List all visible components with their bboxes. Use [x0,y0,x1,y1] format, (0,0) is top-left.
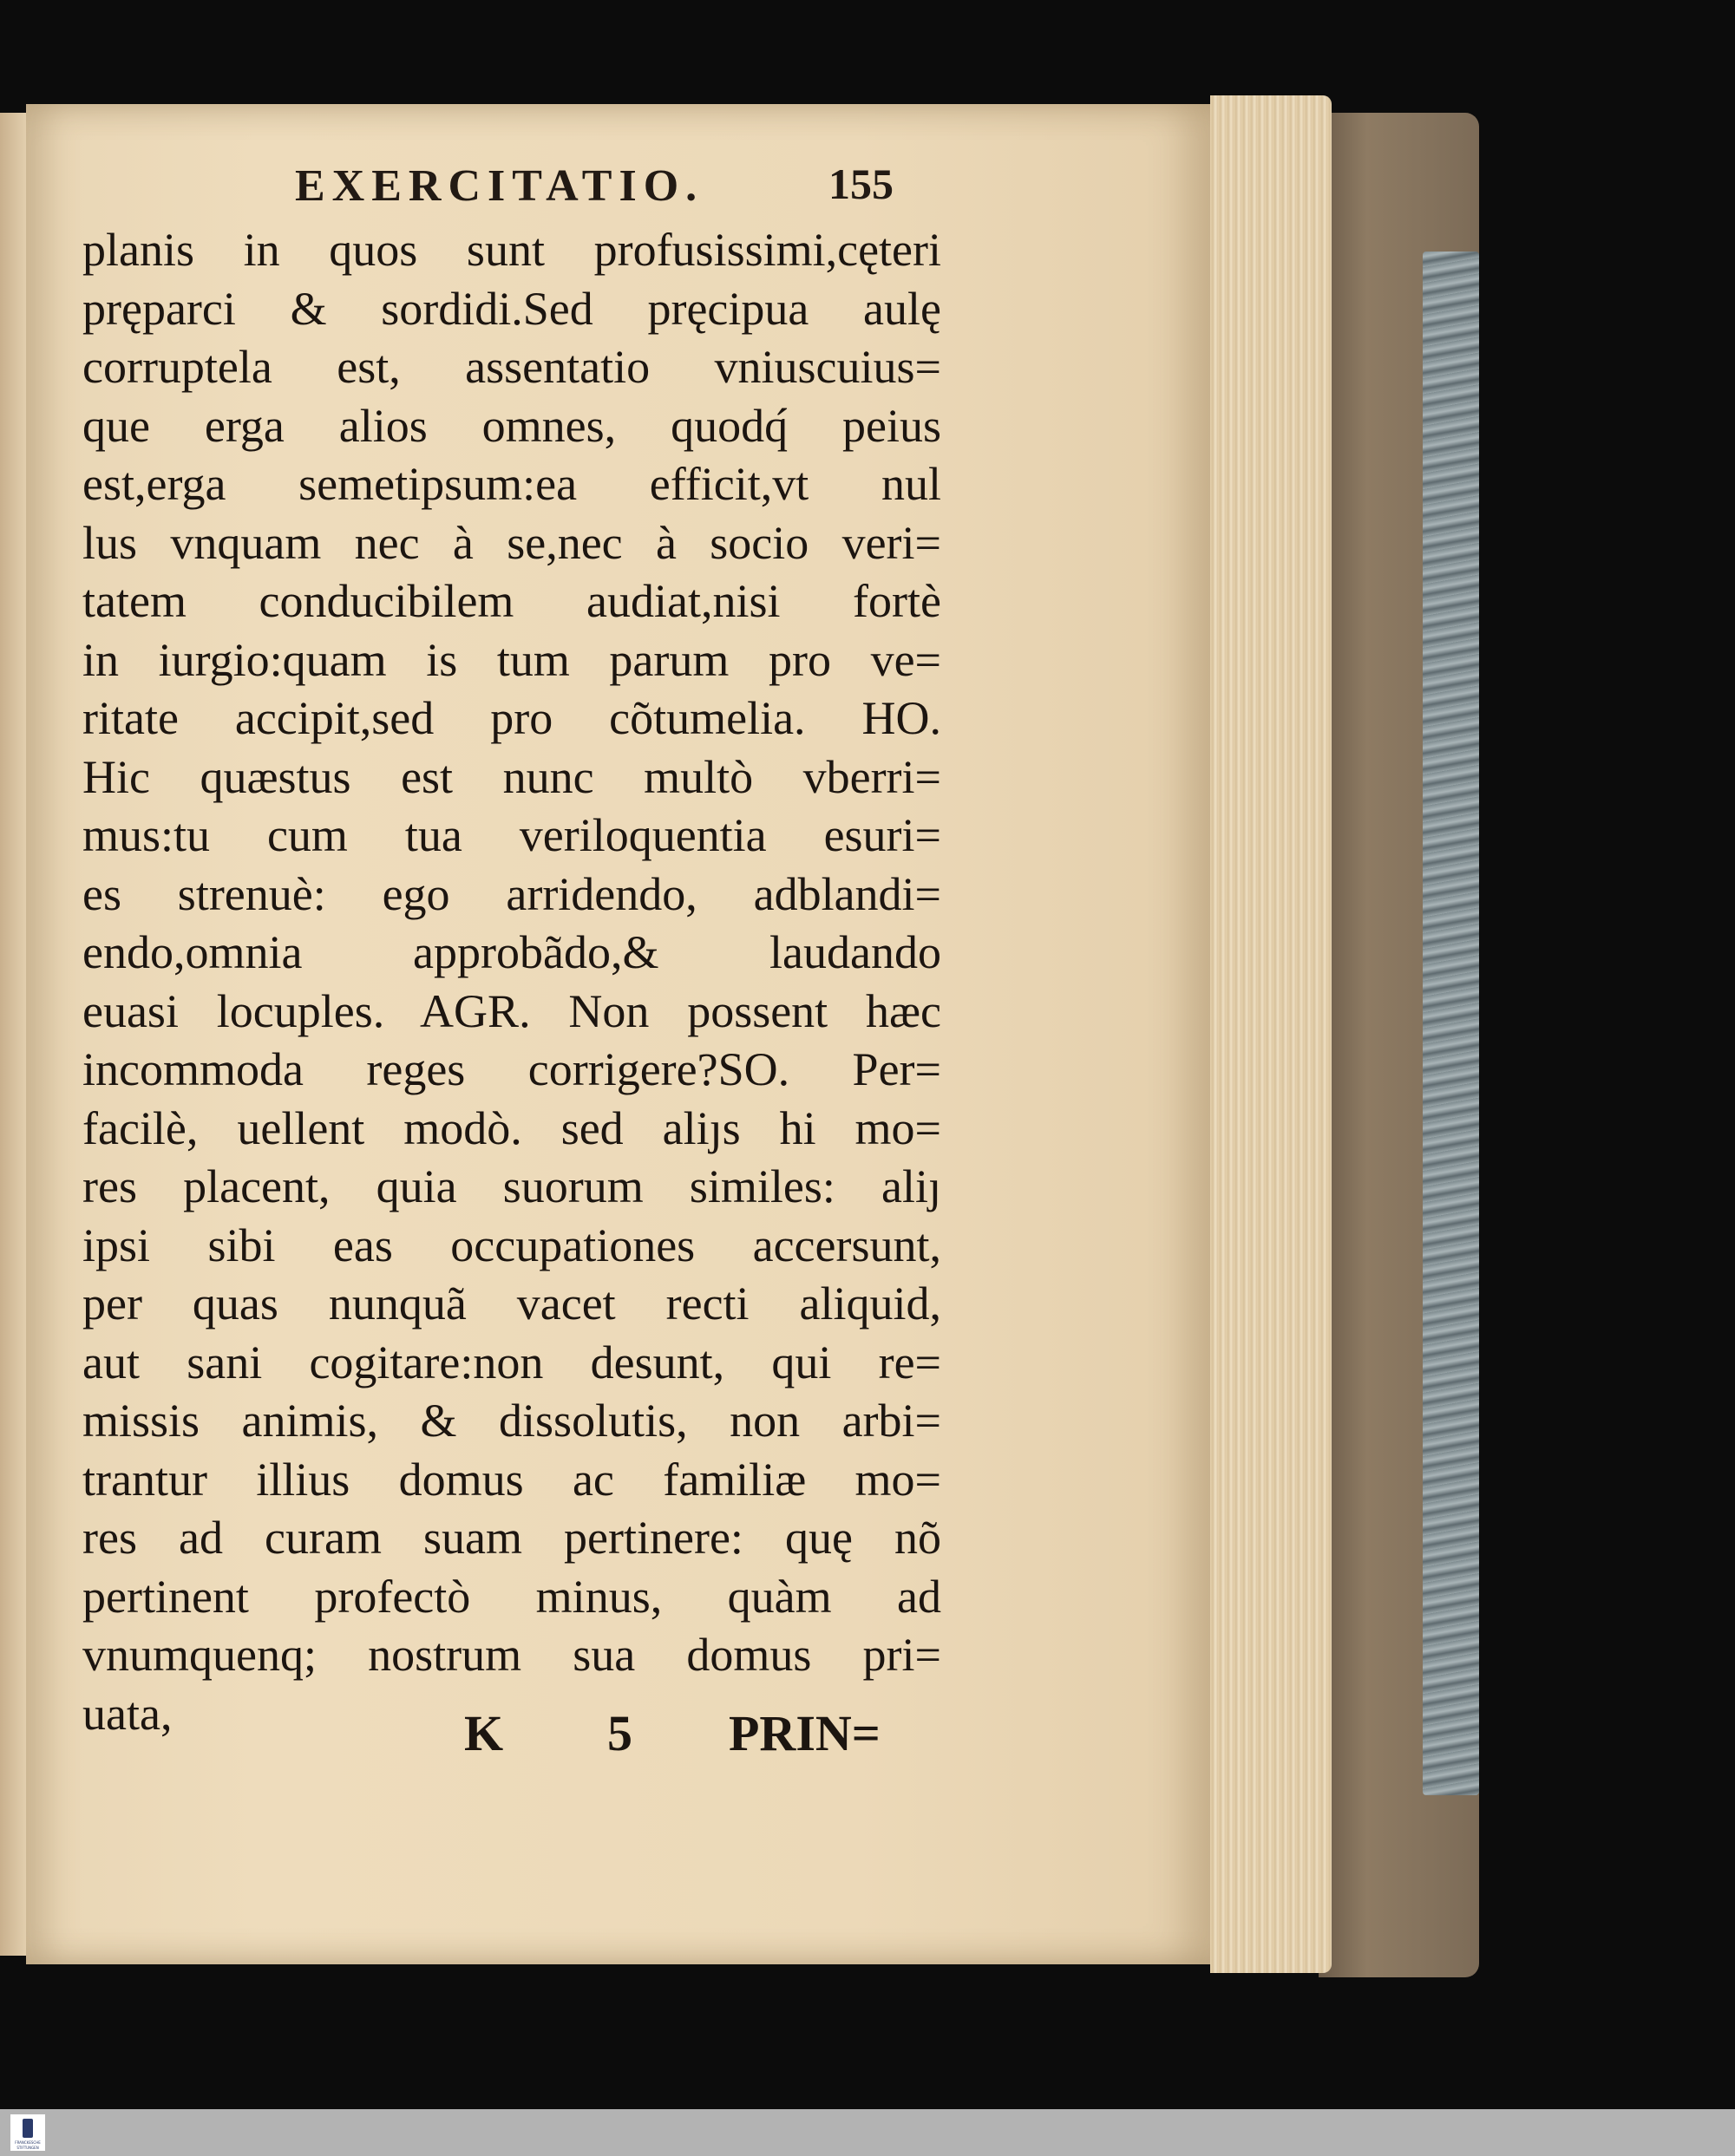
text-line: es strenuè: ego arridendo, adblandi= [82,867,941,920]
text-line: res ad curam suam pertinere: quę nõ [82,1512,941,1564]
signature-mark-k: K [464,1705,504,1761]
text-line: incommoda reges corrigere?SO. Per= [82,1043,941,1095]
text-line: ipsi sibi eas occupationes accersunt, [82,1218,941,1271]
text-line: per quas nunquã vacet recti aliquid, [82,1277,941,1330]
marbled-cover-board [1423,252,1479,1795]
logo-mark [23,2119,33,2138]
text-line: missis animis, & dissolutis, non arbi= [82,1395,941,1447]
text-line: facilè, uellent modò. sed aliȷs hi mo= [82,1101,941,1154]
text-line: in iurgio:quam is tum parum pro ve= [82,633,941,686]
logo-text: FRANCKESCHE STIFTUNGEN [15,2140,41,2150]
text-line: euasi locuples. AGR. Non possent hæc [82,984,941,1037]
text-line: que erga alios omnes, quodq́ peius [82,399,941,452]
text-line: ritate accipit,sed pro cõtumelia. HO. [82,692,941,744]
left-page-edge [0,113,26,1956]
text-line: endo,omnia approbãdo,& laudando [82,926,941,978]
signature-mark-number: 5 [607,1705,632,1761]
text-line: mus:tu cum tua veriloquentia esuri= [82,809,941,861]
body-text [82,221,941,1743]
page-edges [1210,95,1332,1973]
text-line: trantur illius domus ac familiæ mo= [82,1453,941,1506]
text-line: Hic quæstus est nunc multò vberri= [82,750,941,803]
text-line: corruptela est, assentatio vniuscuius= [82,341,941,393]
text-line: est,erga semetipsum:ea efficit,vt nul [82,458,941,510]
text-line: aut sani cogitare:non desunt, qui re= [82,1336,941,1388]
text-line: planis in quos sunt profusissimi,cęteri [82,224,941,276]
library-logo-icon [10,2114,45,2151]
running-head: EXERCITATIO. [295,161,704,211]
catchword: PRIN= [729,1705,881,1761]
page-number: 155 [828,160,894,208]
text-line: pręparci & sordidi.Sed pręcipua aulę [82,282,941,335]
text-line: tatem conducibilem audiat,nisi fortè [82,575,941,627]
text-line: pertinent profectò minus, quàm ad [82,1570,941,1623]
text-line: vnumquenq; nostrum sua domus pri= [82,1629,941,1681]
text-line: lus vnquam nec à se,nec à socio veri= [82,516,941,569]
viewer-footer-bar [0,2109,1735,2156]
text-line: uata, [82,1687,173,1740]
text-line: res placent, quia suorum similes: aliȷ [82,1160,941,1212]
